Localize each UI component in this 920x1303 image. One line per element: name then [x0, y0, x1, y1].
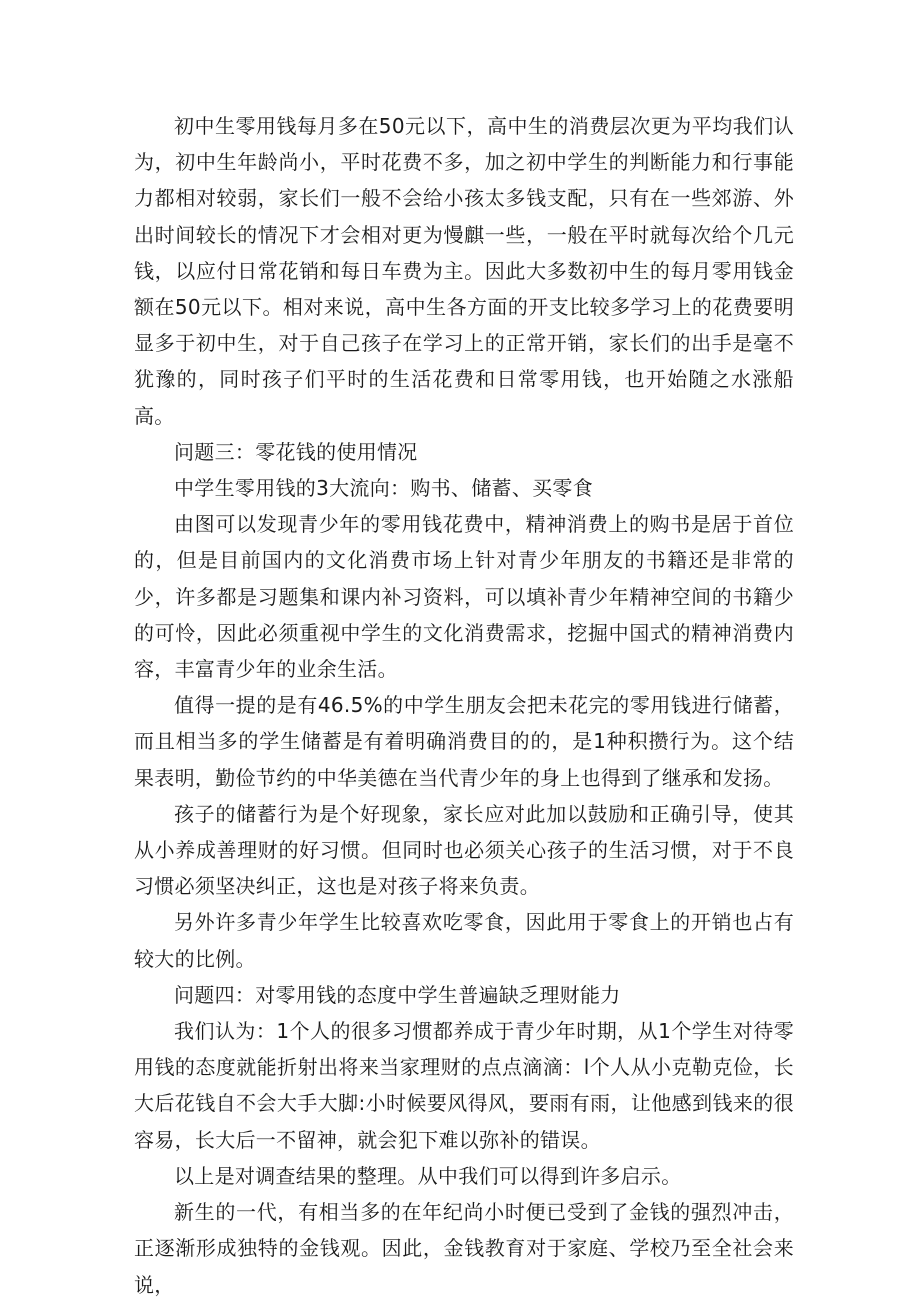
paragraph-summary: 以上是对调查结果的整理。从中我们可以得到许多启示。 — [174, 1163, 682, 1188]
document-body — [134, 108, 794, 1303]
paragraph-savings: 值得一提的是有46.5%的中学生朋友会把未花完的零用钱进行储蓄，而且相当多的学生储蓄是有着明确消费目的的，是1种积攒行为。这个结果表明，勤俭节约的中华美德在当代青少年的身上也得到了继承和发扬。 — [134, 693, 794, 790]
paragraph-new-generation: 新生的一代，有相当多的在年纪尚小时便已受到了金钱的强烈冲击，正逐渐形成独特的金钱观。因此，金钱教育对于家庭、学校乃至全社会来说， — [134, 1200, 794, 1297]
paragraph-pocket-money-comparison: 初中生零用钱每月多在50元以下，高中生的消费层次更为平均我们认为，初中生年龄尚小，平时花费不多，加之初中学生的判断能力和行事能力都相对较弱，家长们一般不会给小孩太多钱支配，只有在一些郊游、外出时间较长的情况下才会相对更为慢麒一些，一般在平时就每次给个几元钱，以应付日常花销和每日车费为主。因此大多数初中生的每月零用钱金额在50元以下。相对来说，高中生各方面的开支比较多学习上的花费要明显多于初中生，对于自己孩子在学习上的正常开销，家长们的出手是毫不犹豫的，同时孩子们平时的生活花费和日常零用钱，也开始随之水涨船高。 — [134, 114, 794, 428]
section-heading-question-four: 问题四：对零用钱的态度中学生普遍缺乏理财能力 — [174, 982, 621, 1007]
subheading-three-directions: 中学生零用钱的3大流向：购书、储蓄、买零食 — [174, 476, 594, 501]
paragraph-saving-behavior: 孩子的储蓄行为是个好现象，家长应对此加以鼓励和正确引导，使其从小养成善理财的好习惯。但同时也必须关心孩子的生活习惯，对于不良习惯必须坚决纠正，这也是对孩子将来负责。 — [134, 801, 794, 899]
paragraph-snacks: 另外许多青少年学生比较喜欢吃零食，因此用于零食上的开销也占有较大的比例。 — [134, 910, 794, 971]
paragraph-habits: 我们认为：1个人的很多习惯都养成于青少年时期，从1个学生对待零用钱的态度就能折射出将来当家理财的点点滴滴：l个人从小克勒克俭，长大后花钱自不会大手大脚:小时候要风得风，要雨有雨，让他感到钱来的很容易，长大后一不留神，就会犯下难以弥补的错误。 — [134, 1019, 794, 1152]
paragraph-book-purchase: 由图可以发现青少年的零用钱花费中，精神消费上的购书是居于首位的，但是目前国内的文化消费市场上针对青少年朋友的书籍还是非常的少，许多都是习题集和课内补习资料，可以填补青少年精神空间的书籍少的可怜，因此必须重视中学生的文化消费需求，挖掘中国式的精神消费内容，丰富青少年的业余生活。 — [134, 512, 794, 682]
section-heading-question-three: 问题三：零花钱的使用情况 — [174, 439, 418, 464]
